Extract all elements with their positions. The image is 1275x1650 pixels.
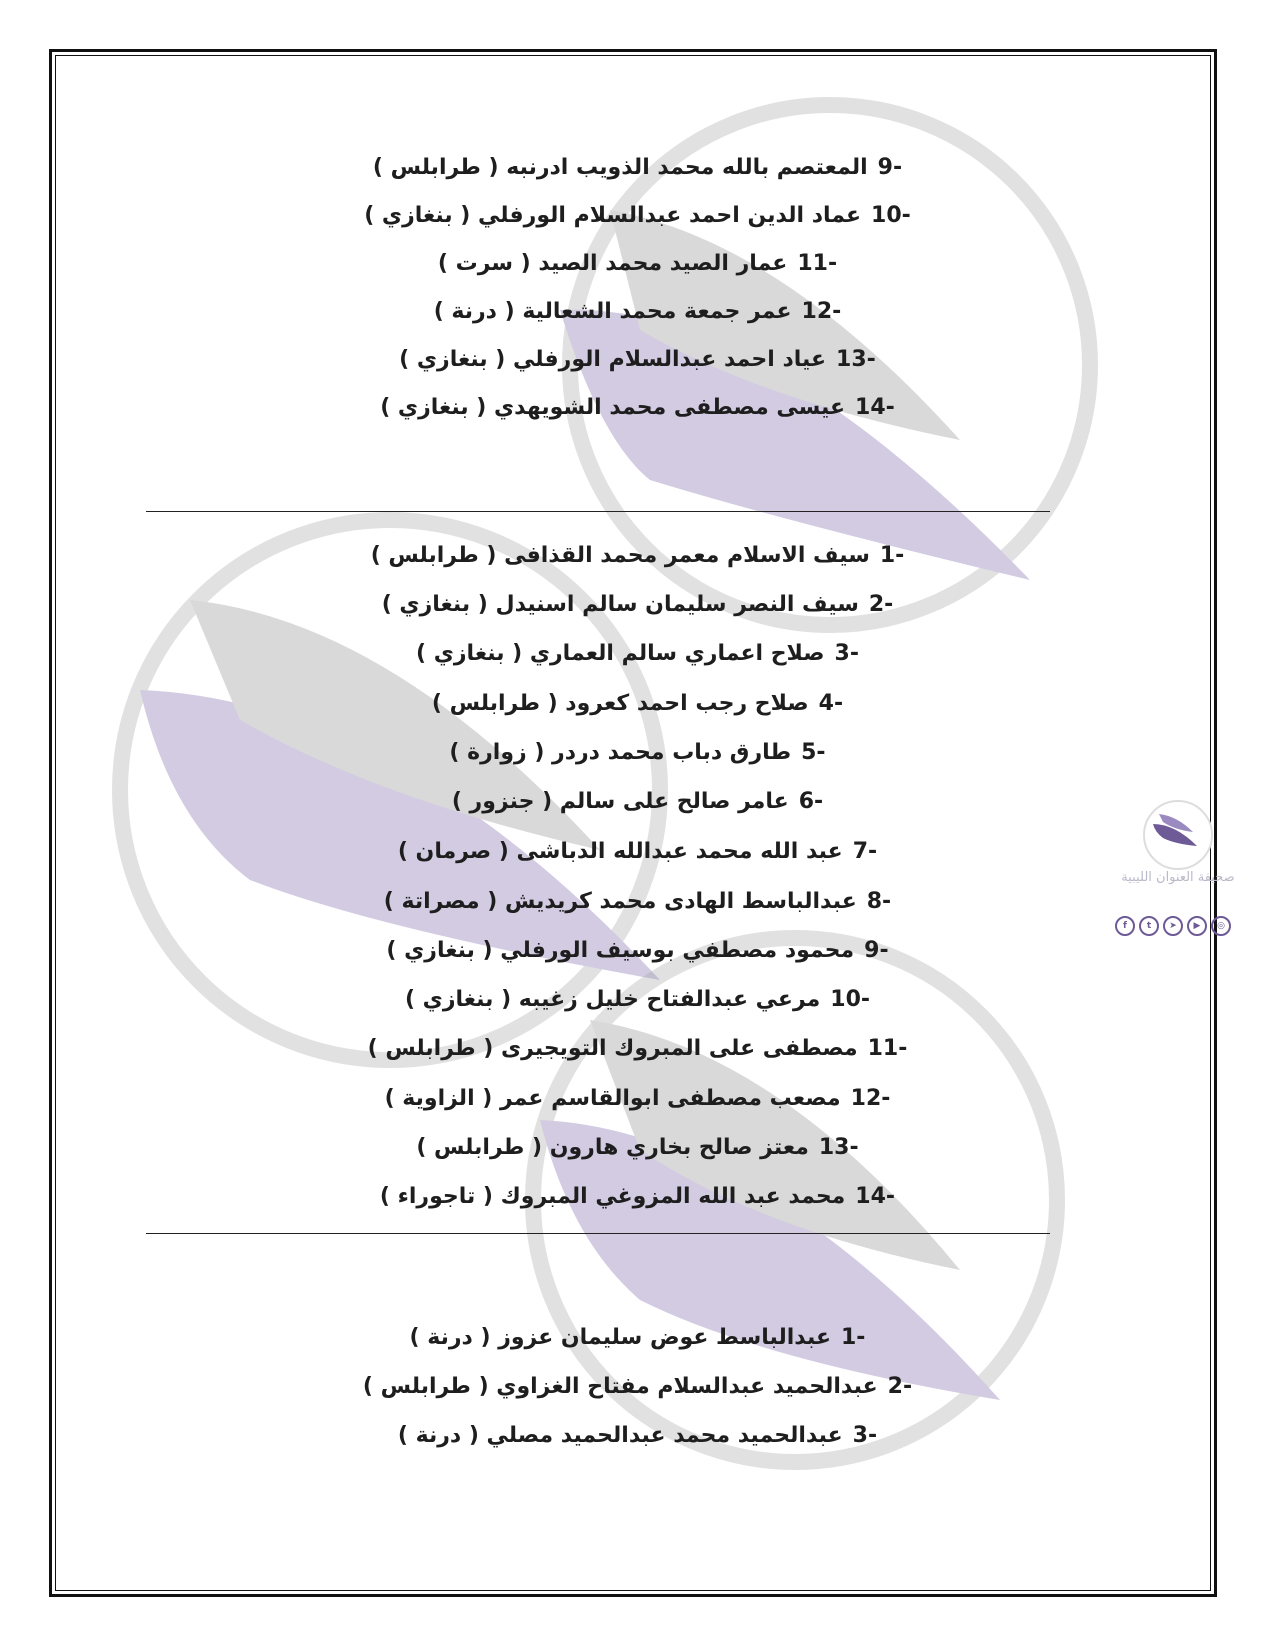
item-text: عياد احمد عبدالسلام الورفلي ( بنغازي ) — [399, 347, 827, 372]
item-text: عمر جمعة محمد الشعالية ( درنة ) — [433, 299, 792, 324]
item-text: عيسى مصطفى محمد الشويهدي ( بنغازي ) — [380, 395, 846, 420]
item-number: -8 — [866, 889, 892, 914]
item-number: -11 — [867, 1036, 908, 1061]
list-item — [0, 294, 1275, 330]
list-item — [0, 1130, 1275, 1166]
item-text: عمار الصيد محمد الصيد ( سرت ) — [437, 251, 788, 276]
item-number: -1 — [879, 543, 905, 568]
twitter-icon[interactable]: t — [1139, 916, 1159, 936]
item-number: -14 — [855, 395, 895, 420]
item-text: سيف الاسلام معمر محمد القذافى ( طرابلس ) — [370, 543, 870, 568]
item-text: عماد الدين احمد عبدالسلام الورفلي ( بنغازي ) — [364, 203, 862, 228]
item-text: محمد عبد الله المزوغي المبروك ( تاجوراء ) — [379, 1184, 846, 1209]
item-text: عبدالحميد محمد عبدالحميد مصلي ( درنة ) — [397, 1423, 843, 1448]
list-item — [0, 198, 1275, 234]
item-number: -2 — [868, 592, 894, 617]
list-item — [0, 982, 1275, 1018]
item-text: عبدالباسط عوض سليمان عزوز ( درنة ) — [409, 1325, 831, 1350]
item-text: صلاح اعماري سالم العماري ( بنغازي ) — [416, 641, 825, 666]
list-item — [0, 538, 1275, 574]
item-text: عبدالحميد عبدالسلام مفتاح الغزاوي ( طرابلس ) — [362, 1374, 878, 1399]
telegram-icon[interactable]: ➤ — [1163, 916, 1183, 936]
page-border-inner — [55, 55, 1211, 1591]
item-text: سيف النصر سليمان سالم اسنيدل ( بنغازي ) — [381, 592, 859, 617]
list-item — [0, 686, 1275, 722]
list-item — [0, 1418, 1275, 1454]
list-item — [0, 390, 1275, 426]
item-number: -12 — [850, 1086, 891, 1111]
list-item — [0, 1031, 1275, 1067]
item-text: صلاح رجب احمد كعرود ( طرابلس ) — [431, 691, 809, 716]
item-number: -7 — [852, 839, 878, 864]
item-text: عبدالباسط الهادى محمد كريديش ( مصراتة ) — [383, 889, 857, 914]
list-item — [0, 636, 1275, 672]
publisher-badge — [1103, 800, 1253, 950]
list-item — [0, 1320, 1275, 1356]
item-number: -3 — [834, 641, 859, 666]
list-item — [0, 933, 1275, 969]
list-item — [0, 246, 1275, 282]
item-number: -9 — [864, 938, 889, 963]
list-item — [0, 884, 1275, 920]
item-number: -13 — [818, 1135, 859, 1160]
item-number: -12 — [801, 299, 842, 324]
list-item — [0, 1369, 1275, 1405]
item-number: -11 — [797, 251, 838, 276]
item-text: مرعي عبدالفتاح خليل زغيبه ( بنغازي ) — [404, 987, 821, 1012]
item-number: -9 — [877, 155, 903, 180]
youtube-icon[interactable]: ▶ — [1187, 916, 1207, 936]
publisher-name: صحيفة العنوان الليبية — [1121, 870, 1235, 885]
item-number: -2 — [887, 1374, 913, 1399]
item-number: -1 — [840, 1325, 866, 1350]
item-number: -3 — [852, 1423, 878, 1448]
item-number: -5 — [801, 740, 826, 765]
list-item — [0, 342, 1275, 378]
list-item — [0, 587, 1275, 623]
item-number: -13 — [836, 347, 876, 372]
item-number: -10 — [871, 203, 911, 228]
item-number: -14 — [855, 1184, 896, 1209]
item-text: مصعب مصطفى ابوالقاسم عمر ( الزاوية ) — [384, 1086, 841, 1111]
item-number: -6 — [798, 789, 824, 814]
item-text: معتز صالح بخاري هارون ( طرابلس ) — [416, 1135, 809, 1160]
item-text: محمود مصطفي بوسيف الورفلي ( بنغازي ) — [386, 938, 855, 963]
list-item — [0, 1179, 1275, 1215]
item-text: مصطفى على المبروك التويجيرى ( طرابلس ) — [367, 1036, 858, 1061]
item-text: طارق دباب محمد دردر ( زوارة ) — [449, 740, 792, 765]
item-number: -4 — [818, 691, 844, 716]
social-links — [1115, 916, 1245, 940]
item-text: عامر صالح على سالم ( جنزور ) — [451, 789, 789, 814]
publisher-logo-icon — [1143, 800, 1213, 870]
facebook-icon[interactable]: f — [1115, 916, 1135, 936]
list-item — [0, 150, 1275, 186]
item-text: المعتصم بالله محمد الذويب ادرنبه ( طرابلس ) — [372, 155, 868, 180]
item-number: -10 — [830, 987, 871, 1012]
list-item — [0, 834, 1275, 870]
rss-icon[interactable]: ◎ — [1211, 916, 1231, 936]
list-item — [0, 1081, 1275, 1117]
item-text: عبد الله محمد عبدالله الدباشى ( صرمان ) — [397, 839, 843, 864]
section-divider — [146, 1233, 1050, 1234]
list-item — [0, 784, 1275, 820]
list-item — [0, 735, 1275, 771]
section-divider — [146, 511, 1050, 512]
